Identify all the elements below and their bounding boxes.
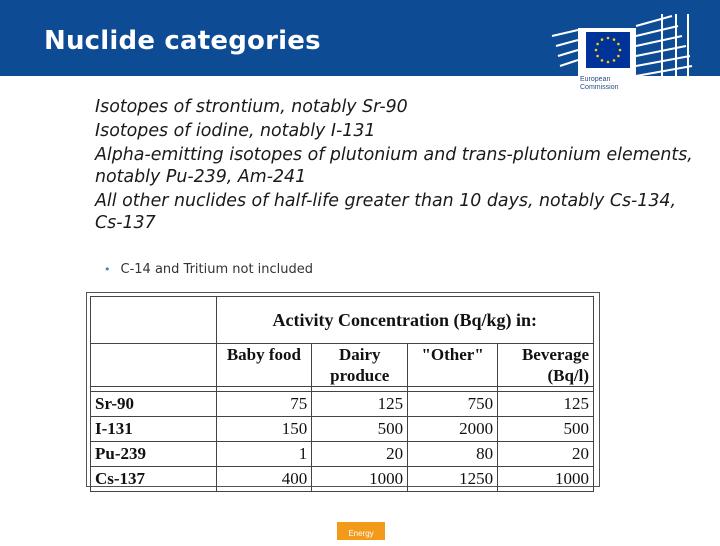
star-icon	[613, 38, 616, 41]
activity-table	[90, 296, 594, 492]
star-icon	[596, 55, 599, 58]
table-row	[91, 467, 594, 492]
table-cell: 1250	[408, 467, 498, 492]
column-header-other: "Other"	[408, 344, 498, 387]
table-cell: 20	[498, 442, 594, 467]
star-icon	[617, 55, 620, 58]
column-header-baby-food: Baby food	[216, 344, 312, 387]
table-cell: 500	[312, 417, 408, 442]
table-cell: 400	[216, 467, 312, 492]
table-cell: 150	[216, 417, 312, 442]
table-cell: 125	[498, 392, 594, 417]
table-corner-cell	[91, 297, 217, 344]
table-cell: 500	[498, 417, 594, 442]
table-main-header: Activity Concentration (Bq/kg) in:	[216, 297, 593, 344]
bullet-dot-icon: •	[104, 263, 111, 276]
row-name: I-131	[91, 417, 217, 442]
star-icon	[595, 49, 598, 52]
column-header-beverage: Beverage (Bq/l)	[498, 344, 594, 387]
table-header-row	[91, 297, 594, 344]
table-cell: 1	[216, 442, 312, 467]
table-column-row	[91, 344, 594, 387]
star-icon	[601, 38, 604, 41]
bullet-iodine: Isotopes of iodine, notably I-131	[95, 121, 376, 141]
nuclide-bullet-list	[95, 96, 705, 236]
bullet-plutonium: Alpha-emitting isotopes of plutonium and trans-plutonium elements, notably Pu-239, Am-241	[95, 145, 693, 187]
commission-building-icon	[552, 12, 720, 76]
star-icon	[596, 43, 599, 46]
energy-tag: Energy	[337, 522, 385, 540]
table-cell: 750	[408, 392, 498, 417]
star-icon	[601, 59, 604, 62]
table-row	[91, 392, 594, 417]
table-cell: 80	[408, 442, 498, 467]
column-header-dairy: Dairy produce	[312, 344, 408, 387]
bullet-strontium: Isotopes of strontium, notably Sr-90	[95, 97, 408, 117]
star-icon	[607, 37, 610, 40]
table-row	[91, 417, 594, 442]
table-corner-cell	[91, 344, 217, 387]
table-cell: 1000	[498, 467, 594, 492]
logo-text: European Commission	[580, 76, 619, 91]
row-name: Cs-137	[91, 467, 217, 492]
bullet-other-nuclides: All other nuclides of half-life greater than 10 days, notably Cs-134, Cs-137	[95, 191, 677, 233]
table-cell: 125	[312, 392, 408, 417]
row-name: Pu-239	[91, 442, 217, 467]
table-cell: 2000	[408, 417, 498, 442]
star-icon	[613, 59, 616, 62]
table-row	[91, 442, 594, 467]
european-commission-logo	[552, 12, 720, 102]
sub-bullet	[104, 262, 313, 277]
sub-bullet-text: C-14 and Tritium not included	[120, 262, 314, 277]
star-icon	[617, 43, 620, 46]
table-cell: 20	[312, 442, 408, 467]
table-cell: 75	[216, 392, 312, 417]
title-bar	[0, 0, 720, 91]
row-name: Sr-90	[91, 392, 217, 417]
star-icon	[607, 61, 610, 64]
page-title: Nuclide categories	[44, 26, 321, 56]
star-icon	[619, 49, 622, 52]
table-cell: 1000	[312, 467, 408, 492]
